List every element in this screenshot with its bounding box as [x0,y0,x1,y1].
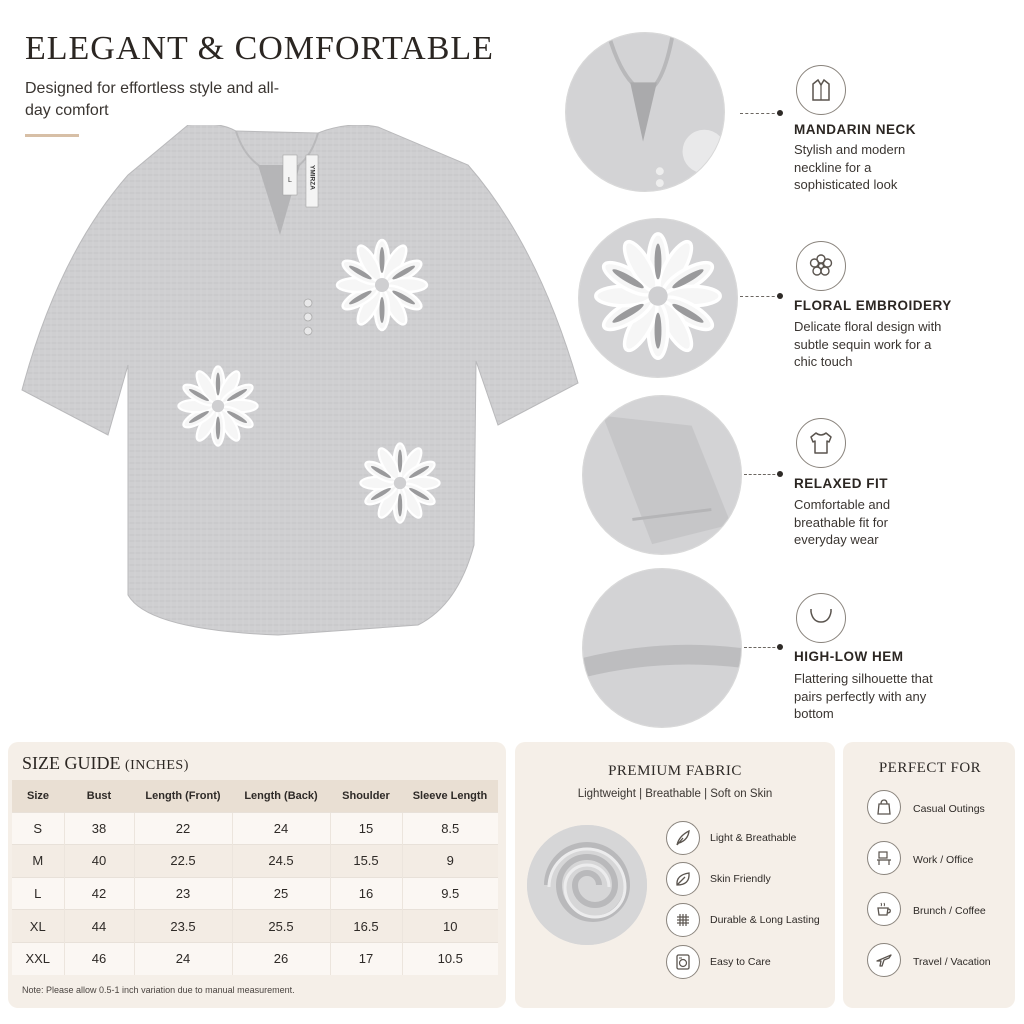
table-row [12,910,498,943]
use-work: Work / Office [913,854,974,866]
table-cell: M [12,845,64,878]
table-cell: 24.5 [232,845,330,878]
feature-title-floral: FLORAL EMBROIDERY [794,298,952,313]
detail-relaxed-fit [582,395,742,555]
fabric-feature-care: Easy to Care [710,956,771,968]
table-cell: 8.5 [402,812,498,845]
table-cell: 40 [64,845,134,878]
detail-floral-embroidery [578,218,738,378]
weave-grid-icon [666,903,700,937]
table-cell: 10.5 [402,942,498,975]
table-cell: 9.5 [402,877,498,910]
table-cell: 16 [330,877,402,910]
table-row [12,942,498,975]
table-cell: 38 [64,812,134,845]
feather-icon [666,821,700,855]
table-header-row [12,780,498,812]
product-image [18,125,598,715]
fabric-title: PREMIUM FABRIC [608,763,742,779]
use-brunch: Brunch / Coffee [913,905,986,917]
airplane-icon [867,943,901,977]
page-title: ELEGANT & COMFORTABLE [25,30,494,67]
fabric-subtitle: Lightweight | Breathable | Soft on Skin [577,788,773,800]
table-cell: 25 [232,877,330,910]
fabric-feature-durable: Durable & Long Lasting [710,914,820,926]
column-header: Shoulder [330,780,402,812]
perfect-for-title: PERFECT FOR [878,760,982,776]
shirt-tag-size: L [288,177,292,184]
table-cell: 24 [232,812,330,845]
table-cell: 10 [402,910,498,943]
table-cell: 22.5 [134,845,232,878]
table-cell: 25.5 [232,910,330,943]
tshirt-icon [796,418,846,468]
column-header: Length (Front) [134,780,232,812]
table-cell: 23.5 [134,910,232,943]
table-cell: 22 [134,812,232,845]
column-header: Size [12,780,64,812]
fabric-feature-light: Light & Breathable [710,832,797,844]
table-cell: 15 [330,812,402,845]
table-row [12,812,498,845]
feature-title-hem: HIGH-LOW HEM [794,649,904,664]
shirt-illustration [18,125,598,715]
table-cell: S [12,812,64,845]
washing-machine-icon [666,945,700,979]
table-cell: 42 [64,877,134,910]
table-cell: 24 [134,942,232,975]
mandarin-collar-icon [796,65,846,115]
table-cell: 15.5 [330,845,402,878]
page-subtitle: Designed for effortless style and all-day comfort [25,80,280,119]
hem-curve-icon [796,593,846,643]
table-cell: 9 [402,845,498,878]
feature-desc-floral: Delicate floral design with subtle sequin work for a chic touch [794,319,942,369]
size-table [12,780,498,975]
size-guide-title: SIZE GUIDE (INCHES) [22,753,189,773]
table-cell: XXL [12,942,64,975]
fabric-swatch-image [527,825,647,945]
table-cell: 16.5 [330,910,402,943]
table-cell: 17 [330,942,402,975]
leaf-icon [666,862,700,896]
table-cell: 44 [64,910,134,943]
column-header: Bust [64,780,134,812]
flower-icon [796,241,846,291]
feature-desc-fit: Comfortable and breathable fit for everyday wear [794,497,891,547]
feature-title-fit: RELAXED FIT [794,476,889,491]
feature-title-mandarin: MANDARIN NECK [794,122,916,137]
detail-high-low-hem [582,568,742,728]
table-cell: 26 [232,942,330,975]
desk-icon [867,841,901,875]
table-cell: L [12,877,64,910]
feature-desc-hem: Flattering silhouette that pairs perfectly with any bottom [794,671,933,721]
shopping-bag-icon [867,790,901,824]
fabric-feature-skin: Skin Friendly [710,873,771,885]
column-header: Sleeve Length [402,780,498,812]
table-row [12,877,498,910]
use-casual: Casual Outings [913,803,985,815]
table-cell: XL [12,910,64,943]
shirt-tag-brand: YMIRZA [308,165,316,190]
table-cell: 46 [64,942,134,975]
column-header: Length (Back) [232,780,330,812]
coffee-cup-icon [867,892,901,926]
size-guide-note: Note: Please allow 0.5-1 inch variation due to manual measurement. [22,985,295,995]
table-cell: 23 [134,877,232,910]
table-row [12,845,498,878]
use-travel: Travel / Vacation [913,956,991,968]
feature-desc-mandarin: Stylish and modern neckline for a sophisticated look [794,142,906,192]
detail-mandarin-neck [565,32,725,192]
